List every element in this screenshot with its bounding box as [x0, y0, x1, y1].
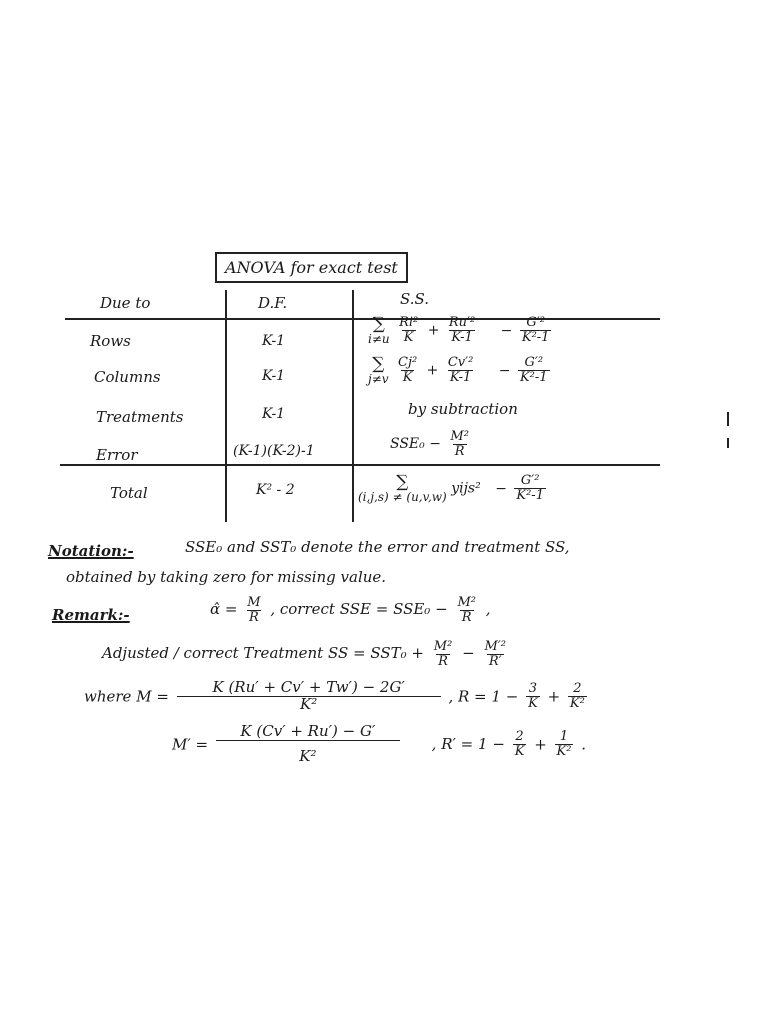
op-plus: + [534, 735, 547, 754]
frac-den: K [403, 330, 414, 345]
frac-num: M² [450, 429, 469, 444]
mprime-definition-line [172, 724, 586, 765]
frac-num: M [247, 595, 261, 610]
frac-num: Cj² [398, 355, 418, 371]
correct-sse-text: , correct SSE = SSE₀ − [270, 600, 448, 619]
sum-symbol: ∑ [372, 314, 385, 334]
row-df-error: (K-1)(K-2)-1 [233, 443, 315, 459]
frac-den: K [514, 743, 525, 759]
row-ss-total [358, 474, 549, 503]
frac-num: K (Ru′ + Cv′ + Tw′) − 2G′ [212, 678, 405, 696]
rprime-tail: . [581, 735, 587, 754]
row-label-columns: Columns [94, 368, 161, 386]
anova-title: ANOVA for exact test [215, 252, 408, 283]
row-ss-columns [368, 356, 553, 385]
row-label-rows: Rows [90, 332, 131, 350]
frac-num: Ru′² [448, 315, 476, 331]
adjusted-treatment-line [102, 640, 511, 668]
sum-symbol: ∑ [372, 354, 385, 374]
header-ss: S.S. [400, 290, 430, 308]
frac-den: K² [556, 743, 572, 759]
margin-tick [727, 412, 729, 426]
frac-den: K²-1 [521, 330, 550, 345]
frac-den: K² [216, 740, 400, 765]
remark-alpha-line [210, 596, 491, 624]
sse-tail: , [485, 600, 491, 619]
op-plus: + [426, 362, 439, 379]
sum-subscript: j≠v [368, 372, 389, 386]
header-df: D.F. [258, 294, 288, 312]
sum-subscript: i≠u [368, 332, 390, 346]
frac-num: M² [433, 639, 453, 654]
frac-num: 1 [559, 729, 569, 745]
row-label-total: Total [110, 484, 148, 502]
margin-tick [727, 438, 729, 448]
frac-num: G′² [524, 355, 544, 371]
op-plus: + [547, 687, 561, 706]
frac-den: K [402, 370, 413, 385]
frac-den: K [528, 695, 538, 711]
frac-num: 3 [528, 681, 538, 697]
frac-num: Cv′² [447, 355, 474, 371]
mprime-label: M′ = [172, 735, 209, 754]
rprime-label: , R′ = 1 − [431, 735, 505, 754]
m-definition-line [84, 680, 590, 713]
frac-den: R′ [488, 653, 502, 669]
frac-den: K-1 [451, 330, 473, 345]
frac-den: R [249, 609, 259, 625]
frac-num: M′² [484, 639, 506, 654]
frac-num: M² [457, 595, 476, 610]
notation-label: Notation:- [48, 542, 134, 560]
frac-num: G′² [526, 315, 545, 331]
frac-den: R [438, 653, 448, 669]
frac-num: G′² [520, 473, 540, 489]
row-ss-error [390, 430, 474, 458]
frac-num: Ri² [399, 315, 419, 331]
table-vertical-rule-right [352, 290, 354, 522]
row-df-columns: K-1 [262, 368, 286, 384]
row-df-total: K² - 2 [256, 482, 295, 498]
frac-den: K-1 [449, 370, 472, 385]
table-vertical-rule-left [225, 290, 227, 522]
row-label-error: Error [96, 446, 138, 464]
frac-den: K² [569, 695, 585, 711]
op-plus: + [427, 322, 440, 339]
sum-symbol: ∑ [396, 472, 409, 492]
frac-den: K²-1 [519, 370, 548, 385]
op-minus: − [498, 362, 511, 379]
remark-label: Remark:- [52, 606, 130, 624]
frac-den: R [461, 609, 472, 625]
row-ss-rows [368, 316, 554, 345]
header-due-to: Due to [100, 294, 151, 312]
op-minus: − [500, 322, 513, 339]
r-label: , R = 1 − [448, 687, 519, 706]
adjusted-label: Adjusted / correct Treatment SS = SST₀ + [102, 644, 425, 663]
frac-num: 2 [515, 729, 524, 745]
frac-den: K² [177, 696, 441, 713]
table-total-rule [60, 464, 660, 466]
notation-line-1: SSE₀ and SST₀ denote the error and treatment SS, [185, 538, 570, 556]
row-df-rows: K-1 [262, 333, 286, 349]
row-df-treatments: K-1 [262, 406, 286, 422]
frac-num: K (Cv′ + Ru′) − G′ [240, 722, 376, 740]
yijs-term: yijs² [451, 480, 481, 497]
frac-num: 2 [573, 681, 582, 697]
sse0-term: SSE₀ − [390, 436, 441, 453]
frac-den: K²-1 [516, 488, 544, 503]
frac-den: R [454, 443, 465, 459]
notation-line-2: obtained by taking zero for missing value. [66, 568, 387, 586]
table-header-rule [65, 318, 660, 320]
where-m-label: where M = [84, 687, 169, 706]
sum-subscript: (i,j,s) ≠ (u,v,w) [358, 490, 447, 504]
op-minus: − [495, 480, 507, 497]
alpha-hat: α̂ = [210, 600, 238, 619]
op-minus: − [462, 644, 475, 663]
row-ss-treatments: by subtraction [408, 400, 518, 418]
row-label-treatments: Treatments [96, 408, 184, 426]
